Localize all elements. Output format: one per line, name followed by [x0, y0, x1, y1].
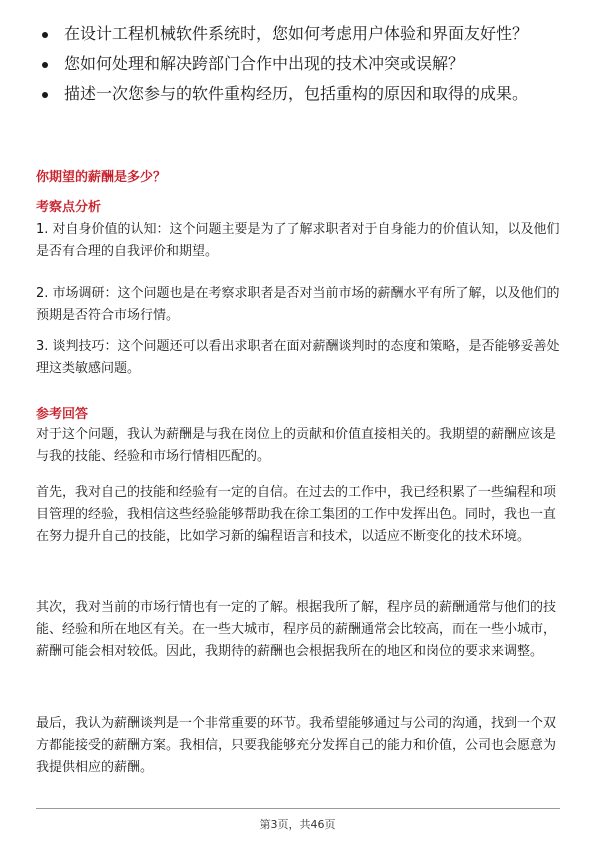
answer-paragraph: 最后，我认为薪酬谈判是一个非常重要的环节。我希望能够通过与公司的沟通，找到一个双方都能接受的薪酬方案。我相信，只要我能够充分发挥自己的能力和价值，公司也会愿意为我提供相应的薪酬。 — [36, 716, 557, 775]
bullet-text: 您如何处理和解决跨部门合作中出现的技术冲突或误解？ — [64, 54, 465, 73]
answer-heading: 参考回答 — [36, 407, 89, 422]
bullet-text: 在设计工程机械软件系统时，您如何考虑用户体验和界面友好性？ — [64, 24, 529, 43]
analysis-point: 1. 对自身价值的认知：这个问题主要是为了了解求职者对于自身能力的价值认知，以及他们是否有合理的自我评价和期望。 — [36, 222, 560, 259]
bullet-dot-icon — [42, 62, 48, 68]
bullet-item — [36, 22, 556, 46]
bullet-item — [36, 52, 556, 76]
footer-divider — [36, 808, 560, 809]
question-heading: 你期望的薪酬是多少？ — [36, 170, 167, 185]
bullet-item — [36, 82, 556, 106]
answer-paragraph: 其次，我对当前的市场行情也有一定的了解。根据我所了解，程序员的薪酬通常与他们的技能、经验和所在地区有关。在一些大城市，程序员的薪酬通常会比较高，而在一些小城市，薪酬可能会相对较低。因此，我期待的薪酬也会根据我所在的地区和岗位的要求来调整。 — [36, 600, 557, 659]
bullet-dot-icon — [42, 92, 48, 98]
analysis-point: 3. 谈判技巧：这个问题还可以看出求职者在面对薪酬谈判时的态度和策略，是否能够妥善处理这类敏感问题。 — [36, 339, 560, 376]
bullet-text: 描述一次您参与的软件重构经历，包括重构的原因和取得的成果。 — [64, 84, 529, 103]
bullet-dot-icon — [42, 32, 48, 38]
question-bullet-list — [36, 22, 556, 112]
page-number: 第3页，共46页 — [259, 818, 336, 831]
analysis-point: 2. 市场调研：这个问题也是在考察求职者是否对当前市场的薪酬水平有所了解，以及他们的预期是否符合市场行情。 — [36, 286, 560, 323]
answer-paragraph: 对于这个问题，我认为薪酬是与我在岗位上的贡献和价值直接相关的。我期望的薪酬应该是与我的技能、经验和市场行情相匹配的。 — [36, 427, 557, 464]
answer-paragraph: 首先，我对自己的技能和经验有一定的自信。在过去的工作中，我已经积累了一些编程和项目管理的经验，我相信这些经验能够帮助我在徐工集团的工作中发挥出色。同时，我也一直在努力提升自己的技能，比如学习新的编程语言和技术，以适应不断变化的技术环境。 — [36, 485, 557, 544]
analysis-heading: 考察点分析 — [36, 200, 102, 215]
